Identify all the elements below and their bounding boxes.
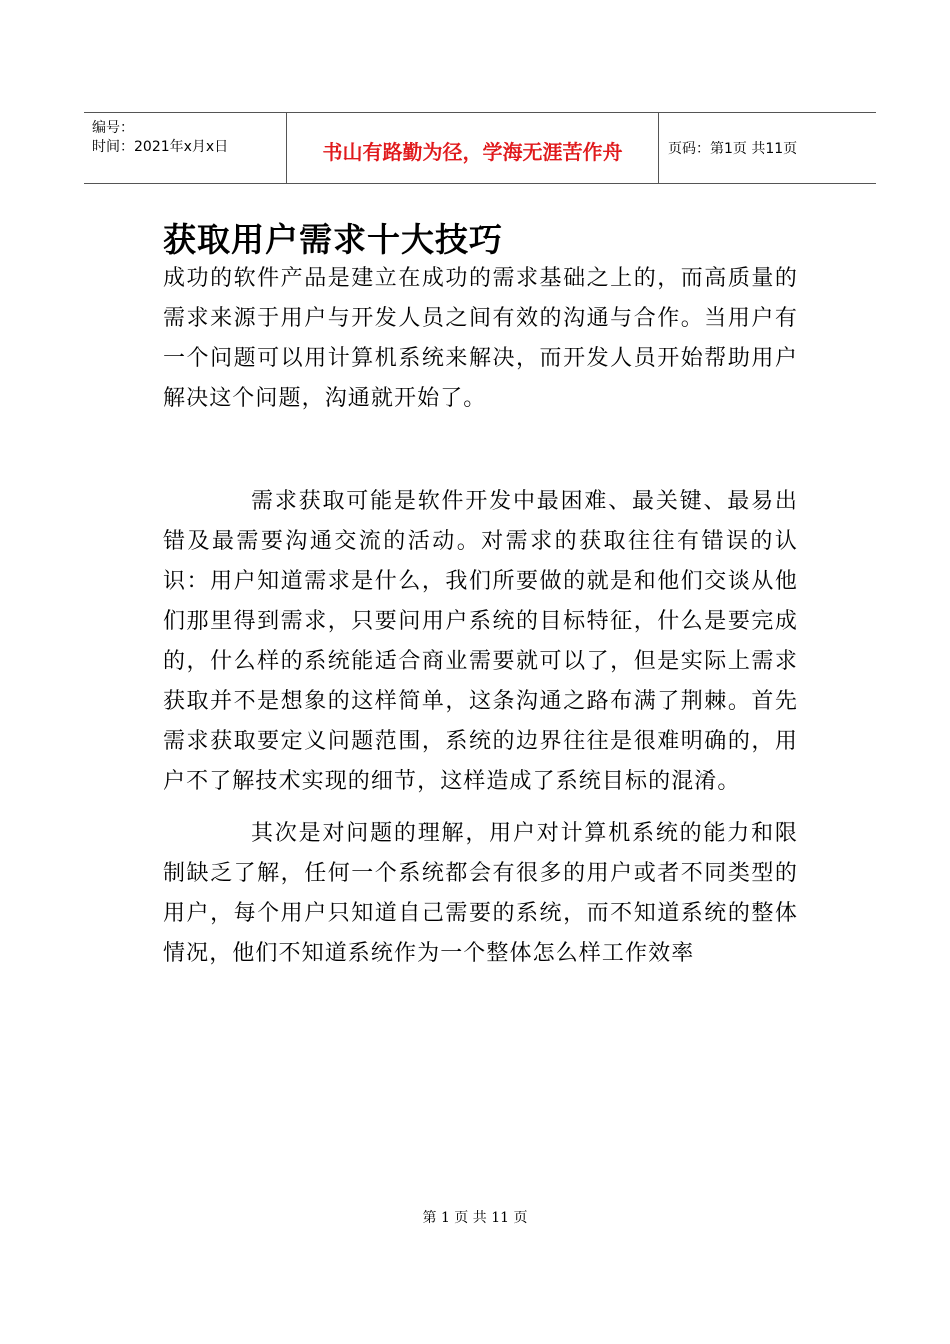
document-title: 获取用户需求十大技巧 — [163, 220, 503, 259]
page-header — [84, 112, 876, 184]
paragraph-problem-understanding: 其次是对问题的理解，用户对计算机系统的能力和限制缺乏了解，任何一个系统都会有很多的用户或者不同类型的用户，每个用户只知道自己需要的系统，而不知道系统的整体情况，他们不知道系统作为一个整体怎么样工作效率 — [163, 821, 798, 966]
serial-label: 编号： — [92, 120, 134, 136]
header-meta — [84, 113, 286, 183]
document-body — [163, 200, 798, 974]
header-page-info: 页码：第1页 共11页 — [668, 141, 798, 157]
paragraph-requirements-elicitation: 需求获取可能是软件开发中最困难、最关键、最易出错及最需要沟通交流的活动。对需求的获取往往有错误的认识：用户知道需求是什么，我们所要做的就是和他们交谈从他们那里得到需求，只要问用户系统的目标特征，什么是要完成的，什么样的系统能适合商业需要就可以了，但是实际上需求获取并不是想象的这样简单，这条沟通之路布满了荆棘。首先需求获取要定义问题范围，系统的边界往往是很难明确的，用户不了解技术实现的细节，这样造成了系统目标的混淆。 — [163, 489, 798, 794]
paragraph-intro: 成功的软件产品是建立在成功的需求基础之上的，而高质量的需求来源于用户与开发人员之间有效的沟通与合作。当用户有一个问题可以用计算机系统来解决，而开发人员开始帮助用户解决这个问题，沟通就开始了。 — [163, 266, 798, 411]
page-footer: 第 1 页 共 11 页 — [422, 1210, 528, 1226]
time-label: 时间：2021年x月x日 — [92, 139, 229, 155]
header-motto: 书山有路勤为径，学海无涯苦作舟 — [286, 113, 659, 183]
